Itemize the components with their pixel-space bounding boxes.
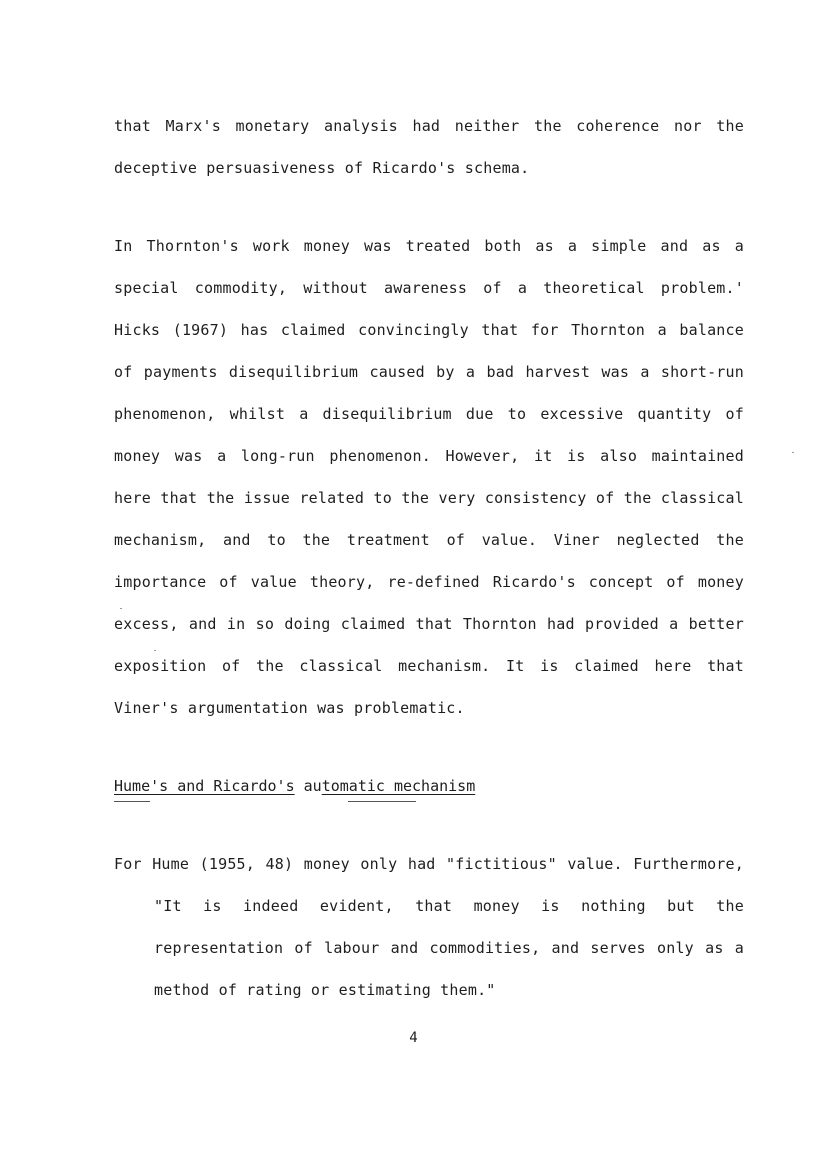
paragraph-3-line-1: For Hume (1955, 48) money only had "fictitious" value. Furthermore, — [114, 855, 744, 873]
page-number: 4 — [409, 1030, 418, 1046]
heading-underline-fragment — [114, 801, 150, 802]
quote-line-2: representation of labour and commodities, and serves only as a — [154, 939, 744, 957]
paragraph-2-line-2: special commodity, without awareness of a theoretical problem.' — [114, 279, 744, 297]
paragraph-2-line-1: In Thornton's work money was treated both as a simple and as a — [114, 237, 744, 255]
paragraph-2-line-12: Viner's argumentation was problematic. — [114, 699, 465, 717]
paragraph-2-line-7: here that the issue related to the very consistency of the classical — [114, 489, 744, 507]
paragraph-1-line-1: that Marx's monetary analysis had neither the coherence nor the — [114, 117, 744, 135]
paragraph-2-line-9: importance of value theory, re-defined Ricardo's concept of money — [114, 573, 744, 591]
scan-speck — [120, 608, 122, 609]
section-heading-part-1: Hume's and Ricardo's — [114, 777, 295, 795]
paragraph-2-line-3: Hicks (1967) has claimed convincingly that for Thornton a balance — [114, 321, 744, 339]
paragraph-2-line-11: exposition of the classical mechanism. It is claimed here that — [114, 657, 744, 675]
paragraph-1-line-2: deceptive persuasiveness of Ricardo's schema. — [114, 159, 530, 177]
section-heading-part-3: tomatic mechanism — [321, 777, 476, 795]
quote-line-3: method of rating or estimating them." — [154, 981, 496, 999]
paragraph-2-line-6: money was a long-run phenomenon. However, it is also maintained — [114, 447, 744, 465]
paragraph-2-line-4: of payments disequilibrium caused by a bad harvest was a short-run — [114, 363, 744, 381]
section-heading-part-2: au — [294, 777, 322, 795]
section-heading — [114, 776, 475, 796]
scan-speck — [154, 650, 156, 651]
heading-underline-fragment — [348, 801, 416, 802]
paragraph-2-line-10: excess, and in so doing claimed that Thornton had provided a better — [114, 615, 744, 633]
paragraph-2-line-5: phenomenon, whilst a disequilibrium due to excessive quantity of — [114, 405, 744, 423]
quote-line-1: "It is indeed evident, that money is nothing but the — [154, 897, 744, 915]
paragraph-2-line-8: mechanism, and to the treatment of value. Viner neglected the — [114, 531, 744, 549]
scan-speck — [792, 452, 794, 453]
